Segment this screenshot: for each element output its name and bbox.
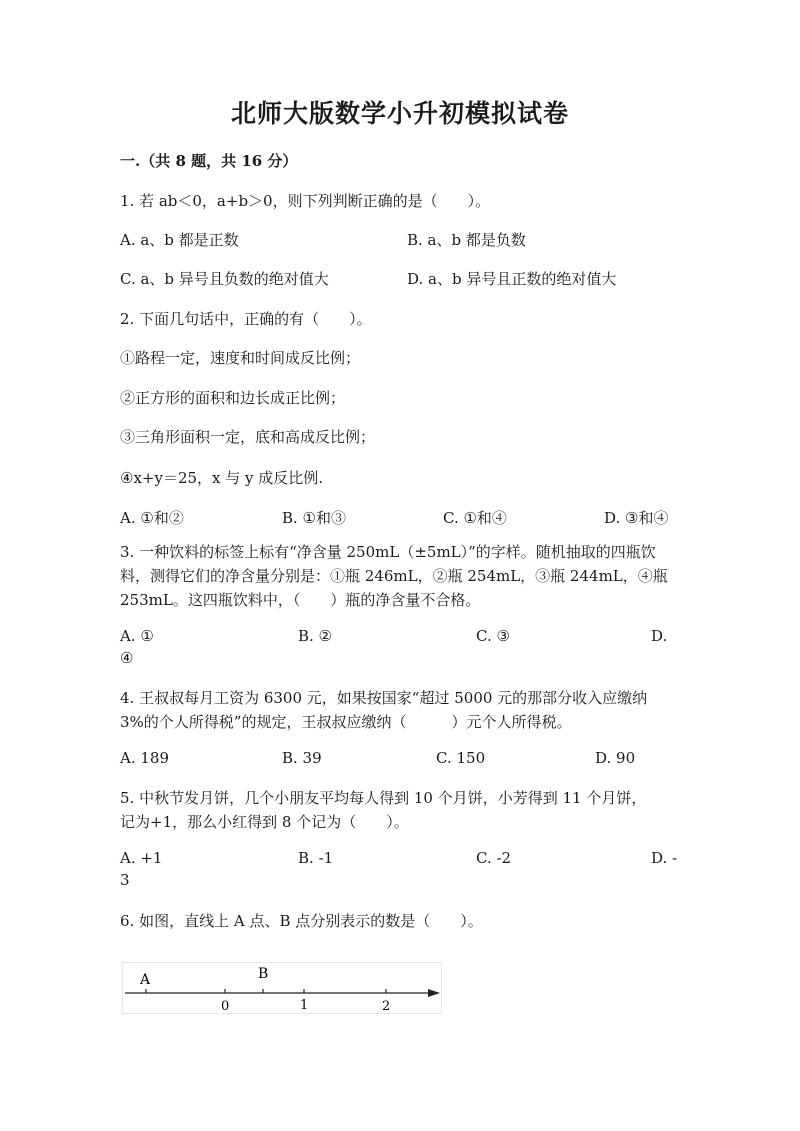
q4-option-b[interactable]: B. 39 [282, 749, 322, 767]
point-a-label: A [140, 972, 151, 988]
q1-option-a[interactable]: A. a、b 都是正数 [120, 231, 239, 249]
question-3-stem [120, 540, 680, 612]
question-5-stem [120, 786, 680, 834]
question-1-stem: 1. 若 ab＜0，a+b＞0，则下列判断正确的是（ ）。 [120, 192, 491, 210]
figure-frame [123, 963, 442, 1014]
q2-statement-3: ③三角形面积一定，底和高成反比例； [120, 428, 376, 446]
q3-option-c[interactable]: C. ③ [476, 627, 510, 645]
q2-option-a[interactable]: A. ①和② [120, 509, 184, 527]
q2-option-b[interactable]: B. ①和③ [282, 509, 347, 527]
q3-option-d-wrap: ④ [120, 649, 134, 667]
q4-stem-line-1: 4. 王叔叔每月工资为 6300 元，如果按国家“超过 5000 元的那部分收入应缴纳 [120, 689, 648, 707]
q5-option-d-wrap: 3 [120, 871, 130, 889]
q3-option-b[interactable]: B. ② [298, 627, 333, 645]
question-6-stem: 6. 如图，直线上 A 点、B 点分别表示的数是（ ）。 [120, 912, 483, 930]
q4-option-d[interactable]: D. 90 [595, 749, 636, 767]
q5-option-c[interactable]: C. -2 [476, 849, 512, 867]
q5-stem-line-1: 5. 中秋节发月饼，几个小朋友平均每人得到 10 个月饼，小芳得到 11 个月饼， [120, 789, 647, 807]
tick-label-2: 2 [382, 999, 391, 1014]
section-heading: 一.（共 8 题，共 16 分） [120, 152, 298, 170]
q3-stem-line-1: 3. 一种饮料的标签上标有“净含量 250mL（±5mL）”的字样。随机抽取的四瓶饮 [120, 543, 656, 561]
q1-option-d[interactable]: D. a、b 异号且正数的绝对值大 [407, 270, 617, 288]
q5-stem-line-2: 记为+1，那么小红得到 8 个记为（ ）。 [120, 813, 409, 831]
page-title: 北师大版数学小升初模拟试卷 [230, 99, 569, 128]
question-2-stem: 2. 下面几句话中，正确的有（ ）。 [120, 310, 372, 328]
question-4-stem [120, 686, 680, 734]
q4-option-a[interactable]: A. 189 [120, 749, 169, 767]
q3-stem-line-2: 料，测得它们的净含量分别是：①瓶 246mL，②瓶 254mL，③瓶 244mL，④瓶 [120, 567, 668, 585]
q5-option-d[interactable]: D. - [651, 849, 678, 867]
q4-option-c[interactable]: C. 150 [436, 749, 486, 767]
q2-statement-4: ④x+y＝25，x 与 y 成反比例. [120, 469, 324, 487]
q4-stem-line-2: 3%的个人所得税”的规定，王叔叔应缴纳（ ）元个人所得税。 [120, 713, 572, 731]
tick-label-1: 1 [300, 998, 309, 1013]
tick-label-0: 0 [221, 999, 230, 1014]
point-b-label: B [258, 966, 269, 982]
q1-option-c[interactable]: C. a、b 异号且负数的绝对值大 [120, 270, 329, 288]
q2-option-c[interactable]: C. ①和④ [443, 509, 507, 527]
q5-option-b[interactable]: B. -1 [298, 849, 334, 867]
q2-statement-1: ①路程一定，速度和时间成反比例； [120, 349, 361, 367]
q2-statement-2: ②正方形的面积和边长成正比例； [120, 389, 346, 407]
q3-option-a[interactable]: A. ① [120, 627, 154, 645]
q5-option-a[interactable]: A. +1 [120, 849, 163, 867]
q2-option-d[interactable]: D. ③和④ [604, 509, 669, 527]
q1-option-b[interactable]: B. a、b 都是负数 [407, 231, 526, 249]
number-line-figure [122, 962, 442, 1014]
number-line-arrow [428, 989, 440, 997]
q3-option-d[interactable]: D. [651, 627, 668, 645]
q3-stem-line-3: 253mL。这四瓶饮料中，（ ）瓶的净含量不合格。 [120, 591, 481, 609]
